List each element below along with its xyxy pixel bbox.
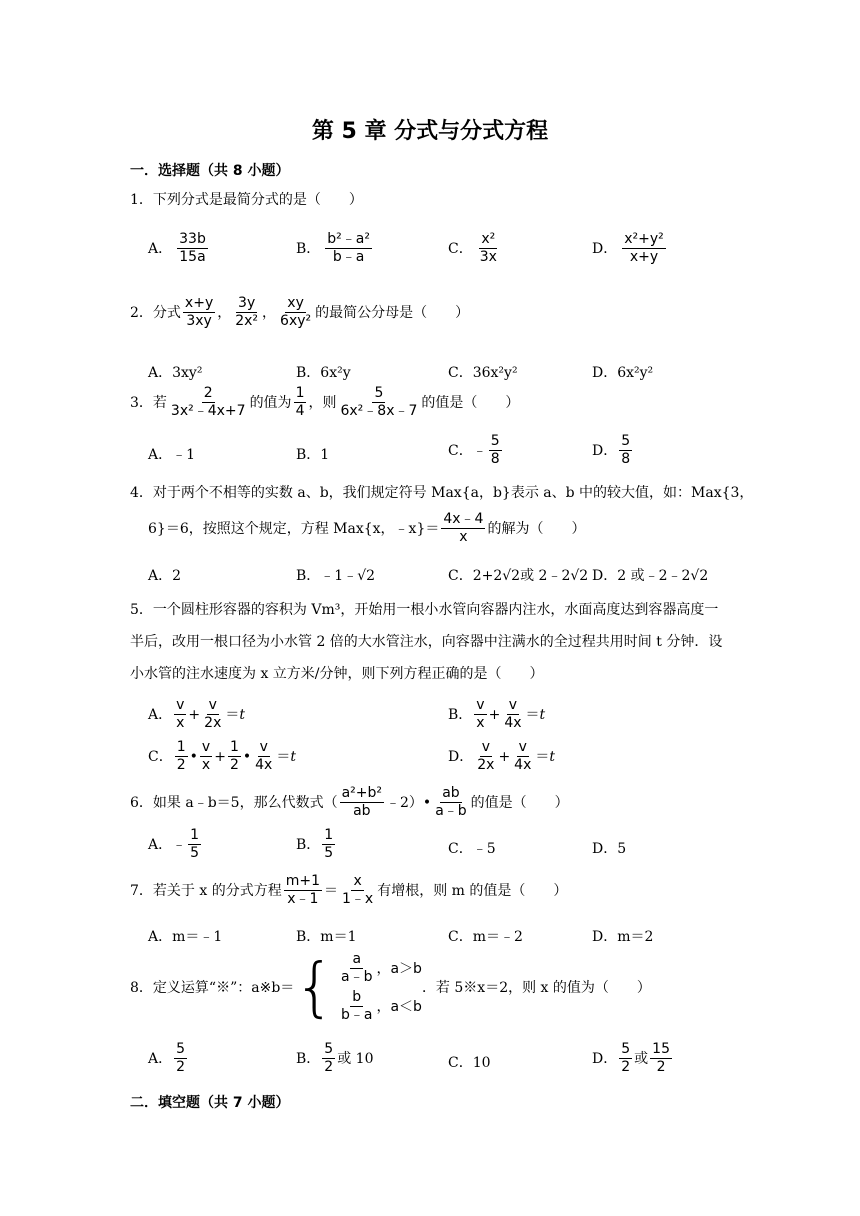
- q3-option-b: B．1: [296, 447, 330, 463]
- q3-option-a: A．﹣1: [148, 447, 196, 463]
- q2-option-c: C．36x²y²: [448, 365, 518, 381]
- q3-option-c: C．﹣ $\frac{5}{8}$: [448, 433, 500, 468]
- q6-option-d: D．5: [592, 841, 627, 857]
- q7-option-a: A．m＝﹣1: [148, 929, 223, 945]
- fraction: $\frac{3y}{\text{2x²}}$: [235, 295, 259, 330]
- fraction: $\frac{5}{8}$: [621, 433, 631, 468]
- q4-option-d: D．2 或﹣2﹣2√2: [592, 568, 709, 584]
- question-3: 3．若 $\frac{2}{\text{3x²﹣4x+7}}$ 的值为 $\frac{1}{4}$ ，则 $\frac{5}{\text{6x²﹣8x﹣7}}$ 的值是（ ）: [130, 385, 520, 420]
- fraction: $\frac{\text{x²+y²}}{x+y}$: [624, 231, 664, 266]
- q7-option-c: C．m＝﹣2: [448, 929, 523, 945]
- fraction: $\frac{m+1}{x﹣1}$: [285, 873, 320, 908]
- q5-option-b: B． $\frac{v}{x}$ + $\frac{v}{4x}$ ＝t: [448, 697, 546, 732]
- question-5: 5．一个圆柱形容器的容积为 Vm³，开始用一根小水管向容器内注水，水面高度达到容器高度一半后，改用一根口径为小水管 2 倍的大水管注水，向容器中注满水的全过程共用时间 t 分钟．设小水管的注水速度为 x 立方米/分钟，则下列方程正确的是（ ）: [130, 602, 723, 682]
- fraction: $\frac{\text{a²+b²}}{ab}$: [341, 785, 383, 820]
- q1-option-d: D． $\frac{\text{x²+y²}}{x+y}$: [592, 231, 664, 266]
- q5-option-a: A． $\frac{v}{x}$ + $\frac{v}{2x}$ ＝t: [148, 697, 245, 732]
- q4-option-b: B．﹣1﹣√2: [296, 568, 376, 584]
- fraction: $\frac{33b}{15a}$: [179, 231, 206, 266]
- question-8: 8．定义运算“※”：a※b＝ { $\frac{a}{a﹣b}$ ，a＞b $\frac{b}{b﹣a}$ ，a＜b ．若 5※x＝2，则 x 的值为（ ）: [130, 950, 651, 1025]
- fraction: $\frac{\text{b²﹣a²}}{b﹣a}$: [327, 231, 370, 266]
- fraction: $\frac{1}{5}$: [324, 827, 334, 862]
- q6-option-a: A．﹣ $\frac{1}{5}$: [148, 827, 200, 862]
- q8-option-d: D． $\frac{5}{2}$ 或 $\frac{15}{2}$: [592, 1041, 670, 1076]
- piecewise-definition: { $\frac{a}{a﹣b}$ ，a＞b $\frac{b}{b﹣a}$ ，a＜b: [294, 950, 422, 1025]
- question-4-line-1: 4．对于两个不相等的实数 a、b，我们规定符号 Max{a，b}表示 a、b 中的较大值，如：Max{3，: [130, 485, 754, 501]
- q6-option-c: C．﹣5: [448, 841, 496, 857]
- q1-option-a: A． $\frac{33b}{15a}$: [148, 231, 206, 266]
- fraction: $\frac{5}{\text{6x²﹣8x﹣7}}$: [340, 385, 418, 420]
- fraction: $\frac{5}{8}$: [490, 433, 500, 468]
- page-title: 第 5 章 分式与分式方程: [311, 119, 549, 144]
- fraction: $\frac{\text{x²}}{3x}$: [479, 231, 497, 266]
- q2-option-b: B．6x²y: [296, 365, 351, 381]
- q2-option-d: D．6x²y²: [592, 365, 654, 381]
- q8-option-a: A． $\frac{5}{2}$: [148, 1041, 186, 1076]
- q7-option-d: D．m＝2: [592, 929, 654, 945]
- question-4-line-2: 6}＝6，按照这个规定，方程 Max{x，﹣x}＝ $\frac{4x﹣4}{x}$ 的解为（ ）: [148, 511, 586, 546]
- section-fill-in: 二．填空题（共 7 小题）: [130, 1095, 290, 1111]
- q5-option-c: C． $\frac{1}{2}$ • $\frac{v}{x}$ + $\frac{1}{2}$ • $\frac{v}{4x}$ ＝t: [148, 739, 296, 774]
- q8-option-c: C．10: [448, 1055, 491, 1071]
- q3-option-d: D． $\frac{5}{8}$: [592, 433, 631, 468]
- fraction: $\frac{xy}{\text{6xy²}}$: [280, 295, 312, 330]
- fraction: $\frac{ab}{a﹣b}$: [435, 785, 467, 820]
- fraction: $\frac{x}{1﹣x}$: [342, 873, 374, 908]
- q2-option-a: A．3xy²: [148, 365, 203, 381]
- q8-option-b: B． $\frac{5}{2}$ 或 10: [296, 1041, 374, 1076]
- q1-option-b: B． $\frac{\text{b²﹣a²}}{b﹣a}$: [296, 231, 370, 266]
- fraction: $\frac{1}{4}$: [295, 385, 305, 420]
- question-2: 2．分式 $\frac{x+y}{3xy}$ ， $\frac{3y}{\text{2x²}}$ ， $\frac{xy}{\text{6xy²}}$ 的最简公分母是（ ）: [130, 295, 470, 330]
- q5-option-d: D． $\frac{v}{2x}$ + $\frac{v}{4x}$ ＝t: [448, 739, 556, 774]
- question-7: 7．若关于 x 的分式方程 $\frac{m+1}{x﹣1}$ ＝ $\frac{x}{1﹣x}$ 有增根，则 m 的值是（ ）: [130, 873, 568, 908]
- fraction: $\frac{1}{5}$: [190, 827, 200, 862]
- fraction: $\frac{2}{\text{3x²﹣4x+7}}$: [170, 385, 246, 420]
- fraction: $\frac{x+y}{3xy}$: [184, 295, 214, 330]
- q4-option-c: C．2+2√2或 2﹣2√2: [448, 568, 589, 584]
- q1-option-c: C． $\frac{\text{x²}}{3x}$: [448, 231, 497, 266]
- section-multiple-choice: 一．选择题（共 8 小题）: [130, 163, 290, 179]
- q7-option-b: B．m＝1: [296, 929, 357, 945]
- question-6: 6．如果 a﹣b＝5，那么代数式（ $\frac{\text{a²+b²}}{ab}$ ﹣2）• $\frac{ab}{a﹣b}$ 的值是（ ）: [130, 785, 569, 820]
- fraction: $\frac{4x﹣4}{x}$: [443, 511, 484, 546]
- question-1: 1．下列分式是最简分式的是（ ）: [130, 192, 363, 208]
- q4-option-a: A．2: [148, 568, 182, 584]
- q6-option-b: B． $\frac{1}{5}$: [296, 827, 334, 862]
